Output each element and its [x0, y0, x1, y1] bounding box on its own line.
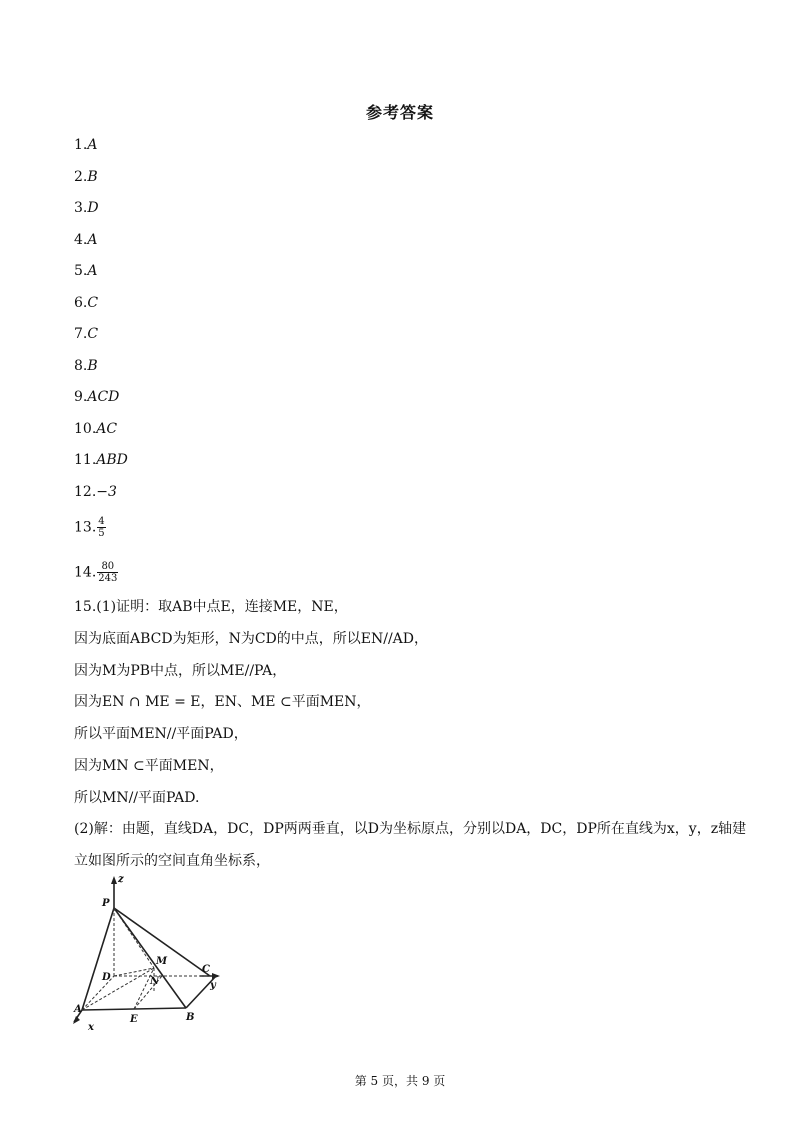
answer-7 [74, 325, 98, 343]
answer-value: AC [96, 420, 118, 437]
label-P: P [102, 898, 110, 909]
answer-11 [74, 451, 128, 469]
solution-line: 15.(1)证明：取AB中点E，连接ME，NE， [74, 599, 348, 615]
answer-value: B [87, 168, 98, 185]
solution-line: 所以平面MEN//平面PAD， [74, 726, 248, 742]
solution-line: (2)解：由题，直线DA，DC，DP两两垂直，以D为坐标原点，分别以DA，DC，DP所在直线为x，y，z轴建 [74, 821, 747, 837]
answer-2 [74, 168, 98, 186]
label-E: E [130, 1014, 138, 1025]
answer-value: C [87, 326, 99, 342]
fraction-denominator: 243 [98, 573, 118, 584]
answer-3 [74, 199, 99, 217]
solution-line: 因为MN ⊂平面MEN， [74, 758, 224, 774]
answer-value: A [87, 137, 98, 153]
answer-value: ACD [87, 389, 120, 405]
page-footer: 第 5 页，共 9 页 [354, 1074, 446, 1088]
coordinate-figure [70, 872, 230, 1038]
answer-number: 14. [74, 564, 97, 581]
solution-line: 所以MN//平面PAD. [74, 790, 200, 806]
label-C: C [202, 964, 210, 975]
answer-value: B [87, 357, 98, 374]
answer-number: 3. [74, 200, 88, 216]
answer-6 [74, 294, 98, 312]
answer-number: 5. [74, 263, 88, 279]
label-D: D [102, 972, 111, 983]
answer-number: 11. [74, 452, 97, 468]
answer-5 [74, 262, 97, 280]
answer-number: 6. [74, 294, 88, 311]
answer-10 [74, 420, 117, 438]
fraction [97, 516, 105, 539]
answer-9 [74, 388, 119, 406]
answer-number: 8. [74, 357, 88, 374]
label-x: x [88, 1022, 94, 1033]
answer-value: D [87, 200, 99, 216]
label-A: A [74, 1004, 82, 1015]
solution-line: 立如图所示的空间直角坐标系， [74, 853, 270, 869]
answer-4 [74, 231, 97, 249]
answer-value: −3 [96, 483, 117, 500]
answer-number: 7. [74, 326, 88, 342]
answer-value: A [87, 263, 98, 279]
answer-value: C [87, 294, 99, 311]
label-M: M [156, 956, 168, 967]
answer-number: 12. [74, 483, 97, 500]
fraction [97, 561, 118, 584]
answer-number: 13. [74, 519, 97, 536]
answer-14 [74, 561, 118, 584]
answer-13 [74, 516, 106, 539]
answer-value: A [87, 231, 98, 248]
fraction-numerator: 80 [97, 561, 118, 573]
answer-number: 1. [74, 137, 88, 153]
answer-number: 9. [74, 389, 88, 405]
label-z: z [118, 874, 124, 885]
answer-12 [74, 483, 117, 501]
answer-1 [74, 136, 97, 154]
solution-line: 因为EN ∩ ME = E，EN、ME ⊂平面MEN， [74, 694, 371, 710]
answer-number: 10. [74, 420, 97, 437]
label-N: N [150, 976, 160, 987]
solution-line: 因为M为PB中点，所以ME//PA， [74, 663, 287, 679]
answer-number: 2. [74, 168, 88, 185]
answer-8 [74, 357, 98, 375]
label-y: y [210, 980, 216, 991]
page-title: 参考答案 [365, 103, 434, 122]
label-B: B [186, 1012, 195, 1023]
fraction-numerator: 4 [98, 516, 105, 527]
fraction-denominator: 5 [98, 528, 105, 539]
solution-line: 因为底面ABCD为矩形，N为CD的中点，所以EN//AD， [74, 631, 429, 647]
answer-number: 4. [74, 231, 88, 248]
answer-value: ABD [96, 452, 128, 468]
